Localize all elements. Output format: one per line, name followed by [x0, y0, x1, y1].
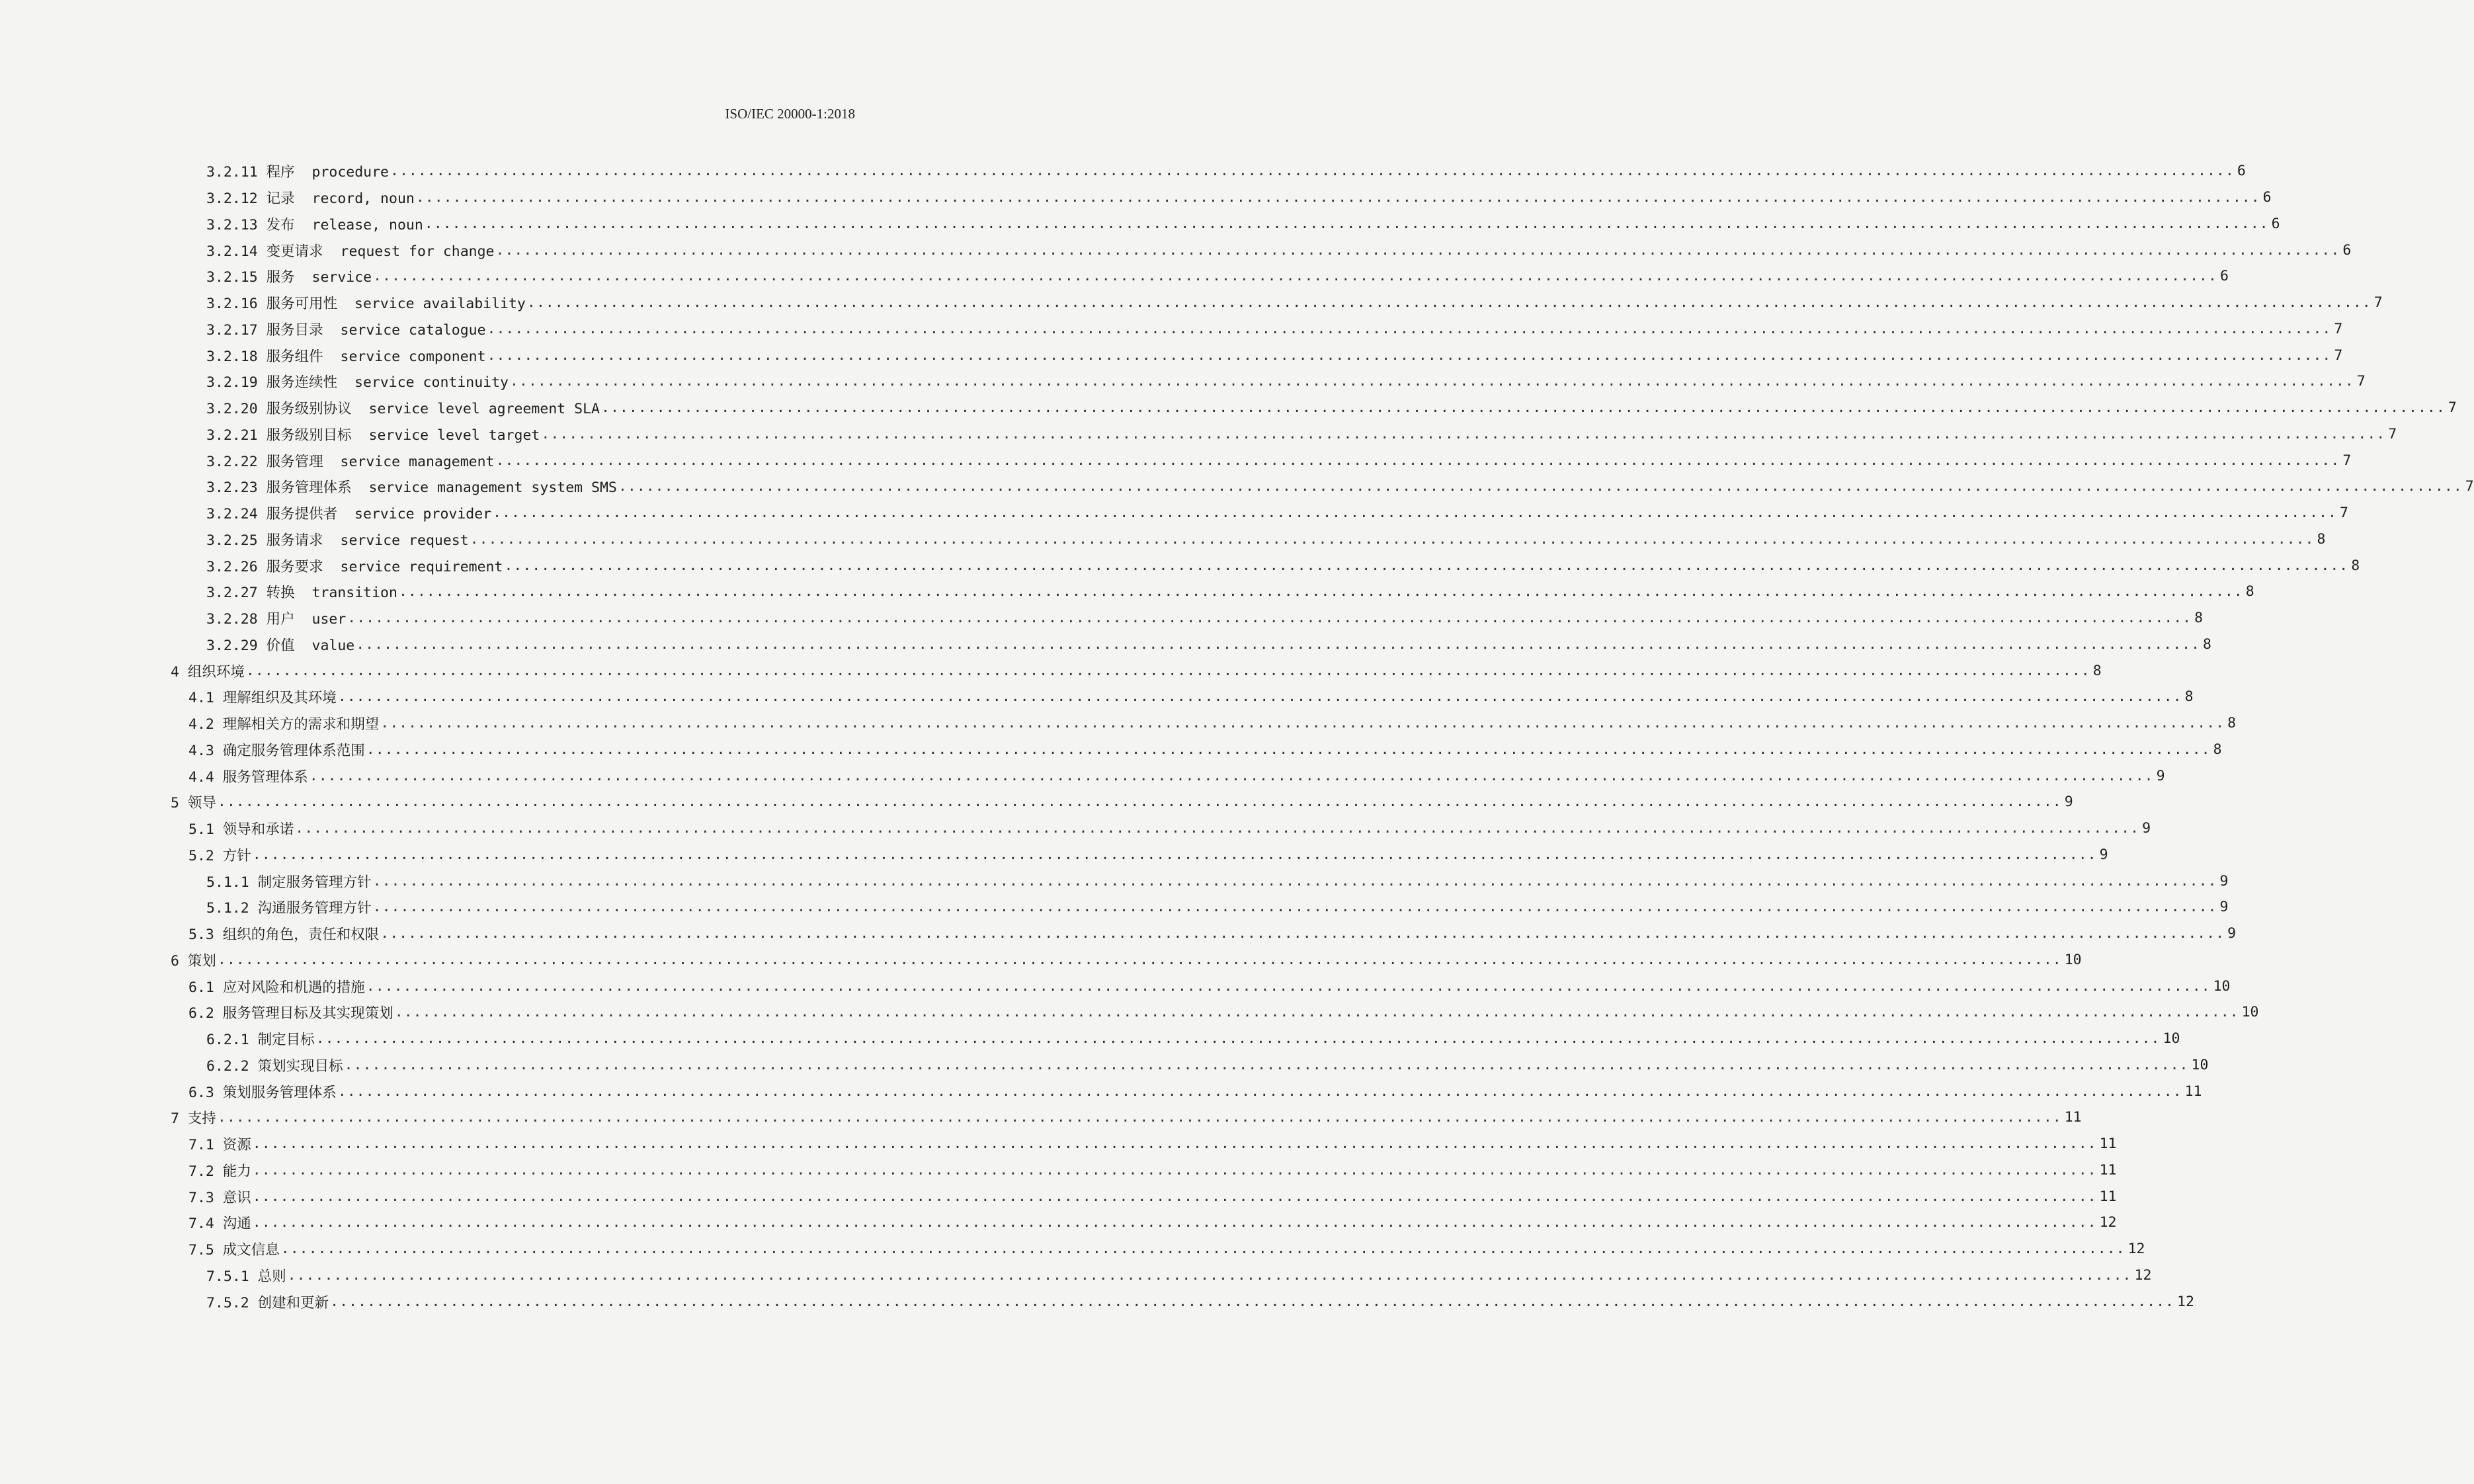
toc-entry-title: 3.2.20 服务级别协议 service level agreement SLA: [206, 401, 600, 418]
toc-page-number: 7: [2356, 373, 2366, 390]
toc-entry-title: 3.2.21 服务级别目标 service level target: [206, 427, 540, 444]
dot-leader: ........................................................................................................................................................................................................: [252, 1135, 2097, 1153]
document-id-header: ISO/IEC 20000-1:2018: [725, 106, 855, 122]
toc-entry-title: 3.2.13 发布 release, noun: [206, 216, 423, 233]
toc-entry[interactable]: [206, 474, 2474, 500]
toc-page-number: 8: [2227, 715, 2237, 732]
toc-entry[interactable]: [206, 395, 2457, 421]
dot-leader: ........................................................................................................................................................................................................: [394, 1004, 2239, 1021]
toc-page-number: 9: [2064, 794, 2073, 811]
toc-entry[interactable]: [206, 526, 2326, 553]
dot-leader: ........................................................................................................................................................................................................: [287, 1266, 2132, 1284]
toc-entry[interactable]: [188, 737, 2222, 763]
toc-entry[interactable]: [206, 185, 2272, 211]
toc-entry-title: 6.1 应对风险和机遇的措施: [188, 979, 365, 996]
toc-page-number: 11: [2099, 1188, 2117, 1205]
toc-page-number: 8: [2092, 662, 2102, 679]
toc-entry[interactable]: [188, 684, 2194, 710]
toc-entry[interactable]: [188, 1078, 2202, 1104]
toc-entry-title: 7 支持: [171, 1110, 216, 1128]
dot-leader: ........................................................................................................................................................................................................: [245, 662, 2090, 679]
toc-entry-title: 7.4 沟通: [188, 1216, 251, 1233]
toc-entry[interactable]: [171, 657, 2102, 684]
toc-page-number: 12: [2127, 1241, 2145, 1258]
toc-entry[interactable]: [171, 947, 2082, 973]
toc-entry-title: 5 领导: [171, 795, 216, 812]
toc-entry-title: 3.2.17 服务目录 service catalogue: [206, 321, 486, 339]
toc-entry[interactable]: [206, 158, 2246, 185]
toc-entry[interactable]: [206, 868, 2229, 894]
toc-page-number: 11: [2099, 1161, 2117, 1178]
toc-entry[interactable]: [206, 1026, 2180, 1052]
toc-entry-title: 5.3 组织的角色，责任和权限: [188, 927, 380, 944]
toc-entry[interactable]: [206, 579, 2254, 605]
toc-page-number: 11: [2099, 1135, 2117, 1153]
dot-leader: ........................................................................................................................................................................................................: [366, 741, 2211, 758]
toc-entry-title: 4.1 理解组织及其环境: [188, 690, 337, 707]
toc-page-number: 7: [2448, 399, 2457, 417]
toc-entry[interactable]: [206, 421, 2397, 448]
dot-leader: ........................................................................................................................................................................................................: [356, 636, 2201, 653]
toc-entry[interactable]: [206, 237, 2352, 263]
dot-leader: ........................................................................................................................................................................................................: [373, 268, 2217, 285]
toc-entry-title: 7.1 资源: [188, 1137, 251, 1154]
toc-entry-title: 6.3 策划服务管理体系: [188, 1084, 337, 1101]
dot-leader: ........................................................................................................................................................................................................: [398, 583, 2243, 600]
dot-leader: ........................................................................................................................................................................................................: [252, 1214, 2097, 1231]
toc-entry[interactable]: [188, 842, 2108, 868]
dot-leader: ........................................................................................................................................................................................................: [252, 1161, 2097, 1178]
toc-entry-title: 7.5.1 总则: [206, 1268, 286, 1285]
dot-leader: ........................................................................................................................................................................................................: [495, 241, 2340, 259]
toc-entry-title: 7.3 意识: [188, 1189, 251, 1206]
dot-leader: ........................................................................................................................................................................................................: [380, 715, 2225, 732]
toc-entry-title: 6.2.1 制定目标: [206, 1032, 315, 1049]
toc-page-number: 6: [2219, 268, 2229, 285]
toc-entry[interactable]: [188, 815, 2151, 842]
toc-page-number: 8: [2245, 583, 2254, 600]
dot-leader: ........................................................................................................................................................................................................: [372, 899, 2217, 916]
toc-page-number: 7: [2373, 294, 2383, 311]
toc-entry-title: 4.3 确定服务管理体系范围: [188, 742, 365, 759]
toc-page-number: 8: [2213, 741, 2222, 758]
dot-leader: ........................................................................................................................................................................................................: [372, 872, 2217, 889]
dot-leader: ........................................................................................................................................................................................................: [295, 820, 2140, 837]
dot-leader: ........................................................................................................................................................................................................: [280, 1241, 2125, 1258]
toc-entry-title: 3.2.27 转换 transition: [206, 585, 397, 602]
toc-page-number: 12: [2099, 1214, 2117, 1231]
toc-entry[interactable]: [188, 1131, 2117, 1157]
dot-leader: ........................................................................................................................................................................................................: [217, 951, 2062, 968]
toc-entry-title: 6 策划: [171, 952, 216, 969]
toc-entry-title: 3.2.28 用户 user: [206, 611, 347, 628]
toc-page-number: 11: [2184, 1083, 2202, 1100]
toc-page-number: 10: [2241, 1004, 2259, 1021]
dot-leader: ........................................................................................................................................................................................................: [510, 373, 2354, 390]
toc-page-number: 8: [2184, 688, 2194, 706]
toc-entry[interactable]: [206, 500, 2348, 526]
toc-entry-title: 3.2.11 程序 procedure: [206, 164, 389, 181]
dot-leader: ........................................................................................................................................................................................................: [344, 1056, 2189, 1073]
toc-entry[interactable]: [171, 789, 2073, 815]
toc-page-number: 6: [2342, 241, 2352, 259]
toc-page-number: 11: [2064, 1109, 2082, 1126]
toc-page-number: 8: [2317, 530, 2326, 548]
toc-entry-title: 3.2.22 服务管理 service management: [206, 453, 495, 470]
toc-entry[interactable]: [206, 1052, 2209, 1079]
toc-entry[interactable]: [206, 368, 2366, 395]
toc-page-number: 12: [2177, 1293, 2194, 1310]
toc-page-number: 10: [2064, 951, 2082, 968]
dot-leader: ........................................................................................................................................................................................................: [380, 925, 2225, 942]
dot-leader: ........................................................................................................................................................................................................: [541, 425, 2386, 442]
toc-page-number: 9: [2227, 925, 2237, 942]
toc-page-number: 7: [2334, 347, 2343, 364]
toc-entry-title: 7.5.2 创建和更新: [206, 1294, 329, 1311]
dot-leader: ........................................................................................................................................................................................................: [337, 688, 2182, 706]
dot-leader: ........................................................................................................................................................................................................: [424, 215, 2269, 232]
toc-entry-title: 3.2.19 服务连续性 service continuity: [206, 374, 509, 392]
toc-entry[interactable]: [188, 999, 2259, 1026]
toc-entry-title: 4.4 服务管理体系: [188, 768, 308, 786]
toc-entry[interactable]: [206, 894, 2229, 921]
toc-page-number: 7: [2342, 452, 2352, 469]
toc-entry-title: 3.2.16 服务可用性 service availability: [206, 296, 526, 313]
toc-page-number: 9: [2156, 767, 2165, 784]
toc-entry-title: 4.2 理解相关方的需求和期望: [188, 716, 380, 733]
toc-page-number: 7: [2334, 320, 2343, 337]
toc-entry-title: 3.2.18 服务组件 service component: [206, 348, 486, 365]
toc-entry-title: 3.2.14 变更请求 request for change: [206, 243, 495, 260]
toc-page-number: 7: [2465, 478, 2474, 495]
toc-page-number: 8: [2203, 636, 2211, 653]
toc-entry-title: 3.2.24 服务提供者 service provider: [206, 506, 492, 523]
toc-entry[interactable]: [188, 1157, 2117, 1184]
toc-page-number: 7: [2388, 425, 2397, 442]
toc-entry[interactable]: [206, 1262, 2152, 1289]
toc-page-number: 9: [2219, 899, 2229, 916]
toc-entry[interactable]: [206, 1288, 2194, 1315]
toc-entry-title: 3.2.26 服务要求 service requirement: [206, 558, 503, 575]
toc-entry[interactable]: [206, 605, 2204, 632]
toc-entry[interactable]: [188, 1236, 2145, 1262]
toc-page-number: 6: [2237, 163, 2246, 180]
toc-entry-title: 5.1.2 沟通服务管理方针: [206, 900, 372, 917]
toc-entry-title: 5.1 领导和承诺: [188, 821, 294, 839]
toc-entry-title: 3.2.25 服务请求 service request: [206, 532, 469, 549]
dot-leader: ........................................................................................................................................................................................................: [366, 977, 2211, 995]
dot-leader: ........................................................................................................................................................................................................: [470, 530, 2315, 548]
dot-leader: ........................................................................................................................................................................................................: [493, 505, 2337, 522]
dot-leader: ........................................................................................................................................................................................................: [217, 1109, 2062, 1126]
toc-entry-title: 3.2.23 服务管理体系 service management system SMS: [206, 479, 617, 497]
toc-entry-title: 7.2 能力: [188, 1163, 251, 1180]
toc-page-number: 7: [2339, 505, 2348, 522]
toc-entry-title: 5.2 方针: [188, 847, 251, 864]
toc-entry[interactable]: [188, 710, 2237, 737]
toc-entry-title: 7.5 成文信息: [188, 1242, 280, 1259]
toc-page-number: 10: [2191, 1056, 2209, 1073]
toc-entry[interactable]: [188, 921, 2237, 947]
dot-leader: ........................................................................................................................................................................................................: [252, 846, 2097, 863]
table-of-contents: [0, 158, 2474, 1315]
toc-entry[interactable]: [206, 342, 2343, 368]
toc-entry[interactable]: [206, 632, 2211, 658]
toc-page-number: 10: [2163, 1030, 2180, 1048]
toc-page-number: 8: [2194, 610, 2204, 627]
toc-page-number: 9: [2219, 872, 2229, 889]
toc-entry[interactable]: [188, 763, 2165, 789]
toc-page-number: 10: [2213, 977, 2231, 995]
dot-leader: ........................................................................................................................................................................................................: [315, 1030, 2161, 1048]
toc-entry-title: 4 组织环境: [171, 663, 245, 680]
toc-entry[interactable]: [188, 973, 2231, 999]
toc-entry[interactable]: [206, 552, 2360, 579]
dot-leader: ........................................................................................................................................................................................................: [347, 610, 2192, 627]
toc-entry[interactable]: [188, 1210, 2117, 1236]
dot-leader: ........................................................................................................................................................................................................: [618, 478, 2463, 495]
toc-page-number: 8: [2351, 557, 2360, 574]
toc-entry-title: 3.2.29 价值 value: [206, 637, 355, 654]
dot-leader: ........................................................................................................................................................................................................: [601, 399, 2446, 417]
toc-entry-title: 6.2.2 策划实现目标: [206, 1057, 343, 1075]
dot-leader: ........................................................................................................................................................................................................: [526, 294, 2371, 311]
toc-entry[interactable]: [188, 1183, 2117, 1210]
toc-page-number: 6: [2262, 189, 2272, 206]
toc-entry-title: 3.2.12 记录 record, noun: [206, 190, 415, 208]
toc-entry[interactable]: [171, 1104, 2082, 1131]
dot-leader: ........................................................................................................................................................................................................: [504, 557, 2349, 574]
toc-entry-title: 3.2.15 服务 service: [206, 269, 372, 286]
dot-leader: ........................................................................................................................................................................................................: [252, 1188, 2097, 1205]
dot-leader: ........................................................................................................................................................................................................: [337, 1083, 2182, 1100]
dot-leader: ........................................................................................................................................................................................................: [309, 767, 2154, 784]
toc-page-number: 6: [2271, 215, 2280, 232]
dot-leader: ........................................................................................................................................................................................................: [217, 794, 2062, 811]
dot-leader: ........................................................................................................................................................................................................: [390, 163, 2235, 180]
toc-entry[interactable]: [206, 290, 2383, 316]
toc-entry-title: 5.1.1 制定服务管理方针: [206, 874, 372, 891]
dot-leader: ........................................................................................................................................................................................................: [487, 320, 2332, 337]
toc-entry[interactable]: [206, 447, 2352, 474]
dot-leader: ........................................................................................................................................................................................................: [415, 189, 2260, 206]
toc-entry-title: 6.2 服务管理目标及其实现策划: [188, 1005, 393, 1022]
toc-page-number: 9: [2142, 820, 2151, 837]
dot-leader: ........................................................................................................................................................................................................: [330, 1293, 2174, 1310]
toc-page-number: 12: [2134, 1266, 2152, 1284]
dot-leader: ........................................................................................................................................................................................................: [487, 347, 2332, 364]
toc-page-number: 9: [2099, 846, 2108, 863]
dot-leader: ........................................................................................................................................................................................................: [495, 452, 2340, 469]
toc-entry[interactable]: [206, 316, 2343, 343]
toc-entry[interactable]: [206, 211, 2280, 237]
toc-entry[interactable]: [206, 263, 2229, 290]
